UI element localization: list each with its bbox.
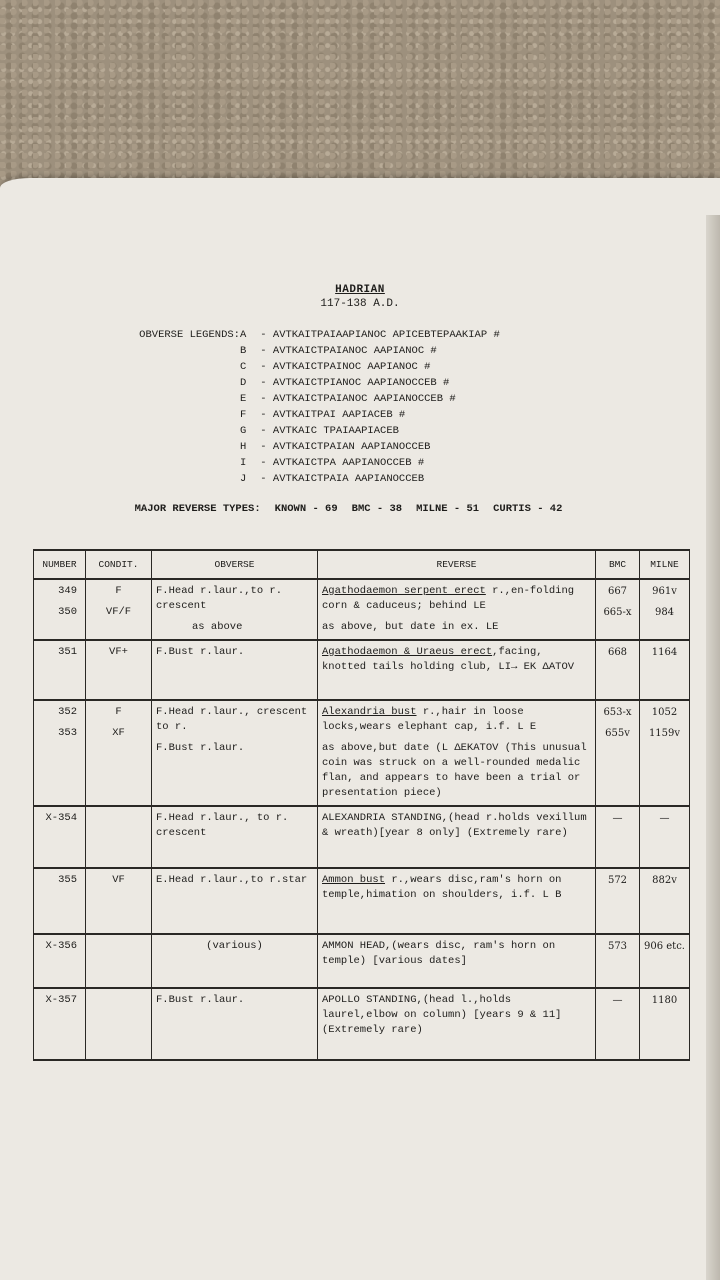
- legend-row: H - AVTKAICTPAIAN AAPIANOCCEB: [240, 441, 431, 453]
- table-row: [34, 868, 690, 934]
- header-condit: CONDIT.: [86, 550, 152, 579]
- coin-number: 352: [58, 706, 77, 718]
- coin-bmc: 653-x: [603, 707, 632, 718]
- legend-letter: A: [240, 329, 247, 341]
- header-bmc: BMC: [596, 550, 640, 579]
- coin-obverse: F.Head r.laur.,to r. crescent: [156, 585, 283, 612]
- legend-row: G - AVTKAIC TPAIAAPIACEB: [240, 425, 399, 437]
- legend-text: AVTKAICTPAIA AAPIANOCCEB: [272, 473, 425, 485]
- header-obverse: OBVERSE: [152, 550, 318, 579]
- coin-condition: XF: [112, 727, 125, 739]
- coin-obverse: F.Bust r.laur.: [152, 640, 318, 700]
- coin-reverse: r.,wears disc,ram's horn on temple,himation on shoulders, i.f. L B: [322, 874, 562, 901]
- legend-text: AVTKAICTPA AAPIANOCCEB #: [272, 457, 425, 469]
- coin-obverse: (various): [152, 934, 318, 988]
- coin-reverse: ,facing, knotted tails holding club, LI→ EK ΔATOV: [322, 646, 575, 673]
- legend-row: B - AVTKAICTPAIANOC AAPIANOC #: [240, 345, 437, 357]
- header-number: NUMBER: [34, 550, 86, 579]
- table-row: [34, 579, 690, 640]
- coin-obverse: F.Head r.laur., to r. crescent: [152, 806, 318, 868]
- table-row: [34, 640, 690, 700]
- coin-condition: F: [115, 706, 122, 718]
- coin-number: X-356: [34, 934, 86, 988]
- legend-letter: J: [240, 473, 247, 485]
- major-label: MAJOR REVERSE TYPES:: [134, 503, 261, 515]
- coin-bmc: 665-x: [603, 607, 632, 618]
- legend-letter: D: [240, 377, 247, 389]
- legend-text: AVTKAICTPAINOC AAPIANOC #: [272, 361, 431, 373]
- header-reverse: REVERSE: [318, 550, 596, 579]
- coin-bmc: 573: [596, 934, 640, 988]
- header-milne: MILNE: [640, 550, 690, 579]
- coin-obverse: as above: [192, 621, 243, 633]
- major-milne: MILNE - 51: [416, 503, 480, 515]
- coin-number: 351: [34, 640, 86, 700]
- coin-reverse: AMMON HEAD,(wears disc, ram's horn on temple) [various dates]: [318, 934, 596, 988]
- coin-reverse: ALEXANDRIA STANDING,(head r.holds vexillum & wreath)[year 8 only] (Extremely rare): [318, 806, 596, 868]
- legend-text: AVTKAICTPIANOC AAPIANOCCEB #: [272, 377, 450, 389]
- coin-number: 353: [58, 727, 77, 739]
- coin-condition: VF+: [86, 640, 152, 700]
- coin-milne: 1164: [640, 640, 690, 700]
- legends-label: OBVERSE LEGENDS:: [139, 329, 240, 341]
- legend-row: C - AVTKAICTPAINOC AAPIANOC #: [240, 361, 431, 373]
- page-title: HADRIAN: [335, 284, 385, 296]
- coin-milne: —: [640, 806, 690, 868]
- reverse-type-title: Ammon bust: [322, 874, 386, 886]
- coin-reverse: as above, but date in ex. LE: [322, 621, 499, 633]
- coin-milne: 961v: [652, 586, 677, 597]
- coin-reverse: APOLLO STANDING,(head l.,holds laurel,elbow on column) [years 9 & 11] (Extremely rare): [318, 988, 596, 1060]
- coin-condition: VF: [86, 868, 152, 934]
- coin-condition: [86, 806, 152, 868]
- page-dates: 117-138 A.D.: [320, 298, 400, 310]
- coin-milne: 1180: [640, 988, 690, 1060]
- legend-letter: F: [240, 409, 247, 421]
- coin-obverse: F.Bust r.laur.: [156, 742, 245, 754]
- coin-bmc: 655v: [605, 728, 630, 739]
- coin-bmc: 668: [596, 640, 640, 700]
- page-edge: [706, 215, 720, 1280]
- legend-row: E - AVTKAICTPAIANOC AAPIANOCCEB #: [240, 393, 456, 405]
- legend-text: AVTKAITPAIAAPIANOC APICEBTEPAAKIAP #: [272, 329, 500, 341]
- reverse-type-title: Alexandria bust: [322, 706, 417, 718]
- coin-number: 349: [58, 585, 77, 597]
- legend-text: AVTKAIC TPAIAAPIACEB: [272, 425, 399, 437]
- coin-table: [33, 549, 690, 1061]
- legend-letter: E: [240, 393, 247, 405]
- coin-milne: 906 etc.: [640, 934, 690, 988]
- table-row: [34, 988, 690, 1060]
- coin-condition: F: [115, 585, 122, 597]
- coin-obverse: F.Bust r.laur.: [152, 988, 318, 1060]
- coin-bmc: —: [596, 806, 640, 868]
- legend-text: AVTKAICTPAIANOC AAPIANOCCEB #: [272, 393, 456, 405]
- legend-row: OBVERSE LEGENDS: A - AVTKAITPAIAAPIANOC APICEBTEPAAKIAP #: [122, 327, 500, 343]
- coin-number: 355: [34, 868, 86, 934]
- reverse-type-title: Agathodaemon & Uraeus erect: [322, 646, 493, 658]
- coin-bmc: 572: [596, 868, 640, 934]
- legend-letter: C: [240, 361, 247, 373]
- legend-row: D - AVTKAICTPIANOC AAPIANOCCEB #: [240, 377, 450, 389]
- major-bmc: BMC - 38: [351, 503, 403, 515]
- legend-row: J - AVTKAICTPAIA AAPIANOCCEB: [240, 473, 425, 485]
- coin-bmc: —: [596, 988, 640, 1060]
- coin-obverse: F.Head r.laur., crescent to r.: [156, 706, 308, 733]
- coin-milne: 984: [654, 607, 675, 618]
- legend-text: AVTKAITPAI AAPIACEB #: [272, 409, 406, 421]
- table-row: [34, 934, 690, 988]
- legend-text: AVTKAICTPAIANOC AAPIANOC #: [272, 345, 437, 357]
- legend-letter: I: [240, 457, 247, 469]
- coin-milne: 1159v: [648, 728, 681, 739]
- coin-obverse: E.Head r.laur.,to r.star: [152, 868, 318, 934]
- legend-row: F - AVTKAITPAI AAPIACEB #: [240, 409, 406, 421]
- coin-number: X-357: [34, 988, 86, 1060]
- legend-row: I - AVTKAICTPA AAPIANOCCEB #: [240, 457, 425, 469]
- legend-letter: G: [240, 425, 247, 437]
- coin-condition: VF/F: [105, 606, 132, 618]
- major-curtis: CURTIS - 42: [493, 503, 563, 515]
- table-row: [34, 700, 690, 806]
- coin-number: X-354: [34, 806, 86, 868]
- coin-reverse: r.,en-folding corn & caduceus; behind LE: [322, 585, 575, 612]
- coin-milne: 1052: [651, 707, 678, 718]
- coin-condition: [86, 988, 152, 1060]
- table-row: [34, 806, 690, 868]
- coin-number: 350: [58, 606, 77, 618]
- coin-reverse: as above,but date (L ΔEKATOV (This unusual coin was struck on a well-rounded medalic flan, and appears to have been a trial or presentation piece): [322, 742, 587, 799]
- table-header-row: [34, 550, 690, 579]
- major-known: KNOWN - 69: [274, 503, 338, 515]
- legend-letter: H: [240, 441, 247, 453]
- coin-bmc: 667: [607, 586, 628, 597]
- coin-reverse: r.,hair in loose locks,wears elephant cap, i.f. L E: [322, 706, 537, 733]
- page-header: [0, 283, 720, 311]
- legend-letter: B: [240, 345, 247, 357]
- coin-milne: 882v: [640, 868, 690, 934]
- major-reverse-types: [122, 491, 576, 515]
- coin-condition: [86, 934, 152, 988]
- obverse-legends: [122, 327, 500, 487]
- reverse-type-title: Agathodaemon serpent erect: [322, 585, 486, 597]
- legend-text: AVTKAICTPAIAN AAPIANOCCEB: [272, 441, 431, 453]
